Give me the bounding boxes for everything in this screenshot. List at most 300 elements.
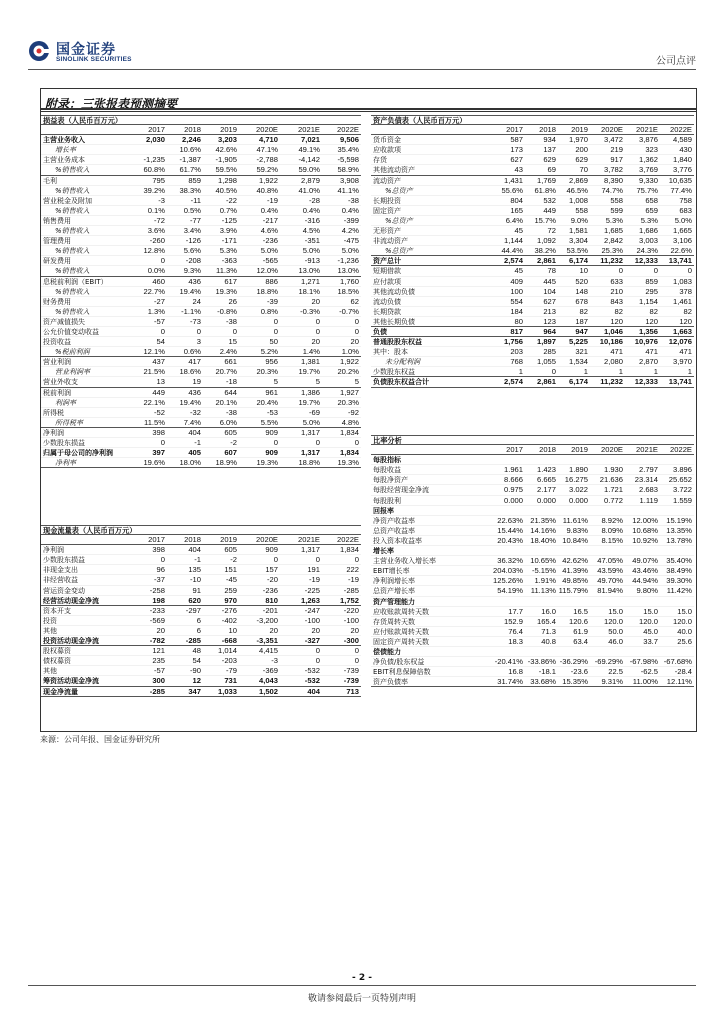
cell-value: 61.8% bbox=[534, 185, 556, 195]
cell-value: 47.05% bbox=[597, 556, 623, 566]
cell-value: 2,879 bbox=[300, 175, 320, 185]
logo-english-name: SINOLINK SECURITIES bbox=[56, 56, 132, 63]
table-row bbox=[41, 575, 361, 585]
row-label: 所得税率 bbox=[55, 418, 83, 427]
cell-value: 61.9 bbox=[573, 626, 588, 636]
cell-value: 203 bbox=[510, 347, 523, 357]
row-label: 主营业务收入增长率 bbox=[373, 557, 436, 566]
year-label: 2020E bbox=[601, 125, 623, 135]
cell-value: -69 bbox=[309, 407, 320, 417]
row-label: 净利率 bbox=[55, 459, 76, 468]
row-label: 资产负债率 bbox=[373, 678, 408, 687]
cell-value: 0 bbox=[160, 326, 165, 336]
cell-value: 20.7% bbox=[215, 367, 237, 377]
cell-value: 9.31% bbox=[601, 677, 623, 687]
row-label: 现金净流量 bbox=[43, 687, 78, 696]
cell-value: -53 bbox=[267, 407, 278, 417]
row-label: 流动负债 bbox=[373, 297, 401, 306]
cell-value: -300 bbox=[343, 636, 359, 646]
cell-value: 19.3% bbox=[337, 458, 359, 468]
cell-value: -28 bbox=[309, 195, 320, 205]
cell-value: 5.0% bbox=[341, 246, 359, 256]
cell-value: 417 bbox=[188, 357, 201, 367]
cell-value: 1,760 bbox=[339, 276, 359, 286]
cell-value: 1,834 bbox=[339, 448, 359, 458]
cell-value: -100 bbox=[343, 615, 359, 625]
cell-value: 25.3% bbox=[601, 246, 623, 256]
cell-value: 5 bbox=[273, 377, 278, 387]
page-number: - 2 - bbox=[352, 973, 372, 983]
cell-value: 0.4% bbox=[260, 205, 278, 215]
cell-value: 1,317 bbox=[300, 448, 320, 458]
cell-value: 8.666 bbox=[503, 475, 523, 485]
cell-value: 104 bbox=[543, 286, 556, 296]
cell-value: 58.9% bbox=[337, 165, 359, 175]
cell-value: 3,776 bbox=[672, 165, 692, 175]
row-label: 研发费用 bbox=[43, 257, 71, 266]
table-row bbox=[41, 408, 361, 418]
cell-value: 49.70% bbox=[597, 576, 623, 586]
row-label: 投入资本收益率 bbox=[373, 536, 422, 545]
panel-title: 附录：三张报表预测摘要 bbox=[45, 97, 178, 111]
cell-value: 0 bbox=[551, 367, 556, 377]
row-label: 增长率 bbox=[373, 547, 394, 556]
cell-value: 1,298 bbox=[217, 175, 237, 185]
cell-value: 1,756 bbox=[503, 337, 523, 347]
cell-value: 1.0% bbox=[341, 347, 359, 357]
income-statement-table bbox=[41, 115, 361, 468]
cell-value: 72 bbox=[547, 226, 556, 236]
row-label: 息税前利润（EBIT） bbox=[43, 277, 108, 286]
row-label: 每股收益 bbox=[373, 466, 401, 475]
title-divider-thin bbox=[41, 111, 696, 112]
cell-value: 1,665 bbox=[672, 226, 692, 236]
row-label: 营业利润率 bbox=[55, 368, 90, 377]
cell-value: -220 bbox=[343, 605, 359, 615]
row-label: 每股指标 bbox=[373, 456, 401, 465]
cell-value: 135 bbox=[188, 565, 201, 575]
row-label: 其他 bbox=[43, 626, 57, 635]
cell-value: -285 bbox=[149, 686, 165, 696]
cell-value: 11.00% bbox=[632, 677, 658, 687]
year-label: 2017 bbox=[148, 125, 165, 135]
cell-value: 48 bbox=[192, 646, 201, 656]
cell-value: 11.61% bbox=[562, 515, 588, 525]
cell-value: 46.0 bbox=[608, 636, 623, 646]
cell-value: 3.6% bbox=[147, 226, 165, 236]
cell-value: 4.5% bbox=[302, 226, 320, 236]
row-label: 无形资产 bbox=[373, 227, 401, 236]
cell-value: 12.0% bbox=[256, 266, 278, 276]
cell-value: 1,356 bbox=[638, 326, 658, 336]
cell-value: 3,970 bbox=[672, 357, 692, 367]
cell-value: -236 bbox=[262, 585, 278, 595]
cell-value: 0 bbox=[354, 555, 359, 565]
cell-value: 13.78% bbox=[666, 535, 692, 545]
cell-value: -327 bbox=[304, 636, 320, 646]
cell-value: 295 bbox=[645, 286, 658, 296]
cell-value: 0 bbox=[315, 656, 320, 666]
cell-value: -33.86% bbox=[527, 657, 556, 667]
row-label: 筹资活动现金净流 bbox=[43, 677, 99, 686]
cell-value: 6.4% bbox=[505, 215, 523, 225]
cell-value: 22.63% bbox=[497, 515, 523, 525]
cell-value: 1,046 bbox=[603, 326, 623, 336]
cell-value: 599 bbox=[610, 205, 623, 215]
cell-value: 24.3% bbox=[636, 246, 658, 256]
cell-value: 956 bbox=[265, 357, 278, 367]
cell-value: 49.85% bbox=[562, 576, 588, 586]
cell-value: 12.8% bbox=[143, 246, 165, 256]
cell-value: 9.80% bbox=[636, 586, 658, 596]
table-row bbox=[41, 327, 361, 337]
year-label: 2018 bbox=[184, 535, 201, 545]
cell-value: 285 bbox=[543, 347, 556, 357]
cell-value: 191 bbox=[307, 565, 320, 575]
cell-value: 398 bbox=[152, 545, 165, 555]
row-label: 投资 bbox=[43, 616, 57, 625]
cell-value: -2 bbox=[230, 555, 237, 565]
cell-value: 19.7% bbox=[298, 397, 320, 407]
disclaimer-note: 敬请参阅最后一页特别声明 bbox=[307, 994, 416, 1004]
cell-value: -27 bbox=[154, 296, 165, 306]
forecast-appendix-panel bbox=[40, 88, 697, 732]
table-row bbox=[371, 607, 694, 617]
section-title: 现金流量表（人民币百万元） bbox=[43, 526, 137, 535]
cell-value: -782 bbox=[149, 636, 165, 646]
cell-value: 947 bbox=[575, 326, 588, 336]
cell-value: 1,502 bbox=[258, 686, 278, 696]
row-label: 少数股东损益 bbox=[43, 556, 85, 565]
row-label: 净资产收益率 bbox=[373, 516, 415, 525]
cell-value: 964 bbox=[543, 326, 556, 336]
cell-value: 409 bbox=[510, 276, 523, 286]
cell-value: -18.1 bbox=[538, 667, 556, 677]
cell-value: 19.3% bbox=[215, 286, 237, 296]
table-row bbox=[41, 186, 361, 196]
table-row bbox=[371, 455, 694, 465]
cell-value: 20.3% bbox=[337, 397, 359, 407]
row-label: 短期借款 bbox=[373, 267, 401, 276]
cell-value: 1,970 bbox=[568, 135, 588, 145]
cell-value: 5.6% bbox=[183, 246, 201, 256]
cell-value: 1,581 bbox=[568, 226, 588, 236]
cell-value: 13.0% bbox=[337, 266, 359, 276]
cell-value: 1.3% bbox=[147, 306, 165, 316]
row-label: 净利润 bbox=[43, 428, 64, 437]
cell-value: 20.4% bbox=[256, 397, 278, 407]
row-label: 存货 bbox=[373, 156, 387, 165]
table-row bbox=[41, 388, 361, 398]
cell-value: -233 bbox=[149, 605, 165, 615]
cell-value: 17.7 bbox=[508, 606, 523, 616]
row-label: 总资产收益率 bbox=[373, 526, 415, 535]
cell-value: 2,869 bbox=[568, 175, 588, 185]
cell-value: -67.98% bbox=[629, 657, 658, 667]
row-label: EBIT增长率 bbox=[373, 567, 410, 576]
cell-value: 10.65% bbox=[530, 556, 556, 566]
row-label: 股权募资 bbox=[43, 647, 71, 656]
table-row bbox=[41, 357, 361, 367]
year-label: 2022E bbox=[337, 535, 359, 545]
cell-value: 54 bbox=[156, 337, 165, 347]
cell-value: 18.9% bbox=[215, 458, 237, 468]
cell-value: 0.000 bbox=[568, 495, 588, 505]
row-label: 固定资产 bbox=[373, 206, 401, 215]
cell-value: 120.0 bbox=[638, 616, 658, 626]
cell-value: 5.0% bbox=[260, 246, 278, 256]
cell-value: 12.1% bbox=[143, 347, 165, 357]
cell-value: 63.4 bbox=[573, 636, 588, 646]
section-title: 资产负债表（人民币百万元） bbox=[373, 116, 467, 125]
section-title: 损益表（人民币百万元） bbox=[43, 116, 123, 125]
cell-value: 1,840 bbox=[672, 155, 692, 165]
year-label: 2021E bbox=[636, 445, 658, 455]
cell-value: 554 bbox=[510, 296, 523, 306]
cell-value: 18.6% bbox=[179, 367, 201, 377]
row-label: 主营业务成本 bbox=[43, 156, 85, 165]
cell-value: 0 bbox=[315, 646, 320, 656]
cell-value: 795 bbox=[152, 175, 165, 185]
table-row bbox=[371, 576, 694, 586]
cell-value: 60.8% bbox=[143, 165, 165, 175]
cell-value: 1,154 bbox=[638, 296, 658, 306]
cell-value: 1.91% bbox=[534, 576, 556, 586]
cell-value: 43.46% bbox=[632, 566, 658, 576]
cell-value: 78 bbox=[547, 266, 556, 276]
row-label: 投资活动现金净流 bbox=[43, 637, 99, 646]
row-label: 少数股东损益 bbox=[43, 439, 85, 447]
table-row bbox=[371, 546, 694, 556]
cell-value: 210 bbox=[610, 286, 623, 296]
cell-value: 0.7% bbox=[219, 205, 237, 215]
cell-value: 0 bbox=[160, 256, 165, 266]
row-label: %税前利润 bbox=[55, 348, 90, 357]
cell-value: 70 bbox=[579, 165, 588, 175]
table-row bbox=[41, 646, 361, 656]
cell-value: -532 bbox=[304, 666, 320, 676]
cell-value: 15.7% bbox=[534, 215, 556, 225]
cell-value: 5.0% bbox=[674, 215, 692, 225]
row-label: 回报率 bbox=[373, 506, 394, 515]
cell-value: 471 bbox=[679, 347, 692, 357]
cell-value: 4,415 bbox=[258, 646, 278, 656]
cell-value: -32 bbox=[190, 407, 201, 417]
cell-value: -913 bbox=[304, 256, 320, 266]
table-row bbox=[41, 596, 361, 606]
cell-value: 0 bbox=[354, 646, 359, 656]
cell-value: 0 bbox=[273, 326, 278, 336]
cell-value: 200 bbox=[575, 145, 588, 155]
table-row bbox=[41, 206, 361, 216]
table-row bbox=[371, 347, 694, 357]
table-row bbox=[371, 246, 694, 256]
cell-value: 1.119 bbox=[639, 495, 658, 505]
row-label: 应付账款周转天数 bbox=[373, 627, 429, 636]
cell-value: 10.68% bbox=[632, 525, 658, 535]
table-row bbox=[371, 277, 694, 287]
source-note: 来源：公司年报、国金证券研究所 bbox=[40, 735, 160, 744]
cell-value: 82 bbox=[614, 306, 623, 316]
cell-value: 157 bbox=[265, 565, 278, 575]
row-label: 其他长期负债 bbox=[373, 317, 415, 326]
cell-value: 620 bbox=[188, 595, 201, 605]
cell-value: 1,922 bbox=[258, 175, 278, 185]
section-header bbox=[41, 525, 361, 535]
cell-value: 82 bbox=[579, 306, 588, 316]
year-label: 2022E bbox=[337, 125, 359, 135]
cell-value: 82 bbox=[683, 306, 692, 316]
cell-value: 713 bbox=[346, 686, 359, 696]
table-row bbox=[371, 236, 694, 246]
cell-value: 187 bbox=[575, 316, 588, 326]
row-label: 流动资产 bbox=[373, 176, 401, 185]
cell-value: 934 bbox=[543, 135, 556, 145]
table-row bbox=[41, 606, 361, 616]
cell-value: 683 bbox=[679, 205, 692, 215]
year-label: 2022E bbox=[670, 445, 692, 455]
table-row bbox=[371, 297, 694, 307]
cell-value: 10.92% bbox=[632, 535, 658, 545]
cell-value: 7.4% bbox=[183, 417, 201, 427]
cell-value: 14.16% bbox=[530, 525, 556, 535]
balance-sheet-table bbox=[371, 115, 694, 388]
row-label: 负债股东权益合计 bbox=[373, 378, 429, 387]
cell-value: 9.0% bbox=[570, 215, 588, 225]
cell-value: 0.1% bbox=[147, 205, 165, 215]
cell-value: -285 bbox=[343, 585, 359, 595]
cell-value: 61.7% bbox=[179, 165, 201, 175]
cell-value: 13 bbox=[156, 377, 165, 387]
row-label: 税前利润 bbox=[43, 388, 71, 397]
cell-value: 2.177 bbox=[536, 485, 556, 495]
cell-value: 2,861 bbox=[536, 256, 556, 266]
row-label: %销售收入 bbox=[55, 307, 90, 316]
cell-value: -90 bbox=[190, 666, 201, 676]
cell-value: 0 bbox=[315, 438, 320, 447]
cell-value: 3 bbox=[196, 337, 201, 347]
cell-value: 6,174 bbox=[568, 377, 588, 387]
table-row bbox=[41, 555, 361, 565]
cell-value: 2,861 bbox=[536, 377, 556, 387]
cell-value: 1,686 bbox=[638, 226, 658, 236]
cell-value: 15.35% bbox=[562, 677, 588, 687]
cell-value: 120.6 bbox=[568, 616, 588, 626]
cell-value: 123 bbox=[543, 316, 556, 326]
row-label: 总资产增长率 bbox=[373, 587, 415, 596]
cell-value: 8.92% bbox=[601, 515, 623, 525]
cell-value: 1,685 bbox=[603, 226, 623, 236]
cell-value: 0 bbox=[687, 266, 692, 276]
cell-value: 5.5% bbox=[260, 417, 278, 427]
cell-value: 19.4% bbox=[179, 286, 201, 296]
table-row bbox=[371, 216, 694, 226]
row-label: 长期贷款 bbox=[373, 307, 401, 316]
cell-value: -569 bbox=[149, 615, 165, 625]
cell-value: -36.29% bbox=[559, 657, 588, 667]
row-label: 偿债能力 bbox=[373, 647, 401, 656]
cell-value: 173 bbox=[510, 145, 523, 155]
cell-value: 1.721 bbox=[603, 485, 623, 495]
cell-value: 42.62% bbox=[562, 556, 588, 566]
year-label: 2018 bbox=[539, 445, 556, 455]
cell-value: 0.5% bbox=[183, 205, 201, 215]
cell-value: -22 bbox=[226, 195, 237, 205]
cell-value: 1,386 bbox=[300, 387, 320, 397]
cell-value: 13,741 bbox=[668, 377, 692, 387]
cell-value: 120 bbox=[645, 316, 658, 326]
cell-value: -0.3% bbox=[300, 306, 320, 316]
cell-value: 1.423 bbox=[536, 465, 556, 475]
cell-value: 1,461 bbox=[672, 296, 692, 306]
cell-value: 1.930 bbox=[603, 465, 623, 475]
cell-value: -1,235 bbox=[143, 155, 165, 165]
cell-value: -201 bbox=[262, 605, 278, 615]
cell-value: 397 bbox=[152, 448, 165, 458]
cell-value: 1,769 bbox=[536, 175, 556, 185]
cell-value: 76.4 bbox=[508, 626, 523, 636]
cell-value: 2,870 bbox=[638, 357, 658, 367]
year-header-row bbox=[371, 445, 694, 455]
cell-value: 47.1% bbox=[256, 145, 278, 155]
year-header-row bbox=[41, 125, 361, 135]
cell-value: 45 bbox=[514, 266, 523, 276]
cell-value: 2,574 bbox=[503, 377, 523, 387]
table-row bbox=[371, 145, 694, 155]
table-row bbox=[41, 656, 361, 666]
cell-value: -0.7% bbox=[339, 306, 359, 316]
cell-value: 3,769 bbox=[638, 165, 658, 175]
header-divider bbox=[28, 69, 696, 70]
cell-value: 120.0 bbox=[603, 616, 623, 626]
table-row bbox=[371, 516, 694, 526]
table-row bbox=[371, 176, 694, 186]
row-label: 负债 bbox=[373, 327, 387, 336]
cell-value: 1.559 bbox=[672, 495, 692, 505]
table-row bbox=[41, 565, 361, 575]
cell-value: 31.74% bbox=[497, 677, 523, 687]
cell-value: 75.7% bbox=[636, 185, 658, 195]
cell-value: 41.39% bbox=[562, 566, 588, 576]
year-header-row bbox=[41, 535, 361, 545]
sinolink-logo-icon bbox=[28, 40, 50, 62]
cell-value: -2,788 bbox=[256, 155, 278, 165]
row-label: 长期投资 bbox=[373, 196, 401, 205]
cell-value: -23.6 bbox=[570, 667, 588, 677]
table-row bbox=[41, 297, 361, 307]
row-label: 应收账款周转天数 bbox=[373, 607, 429, 616]
cell-value: 120 bbox=[679, 316, 692, 326]
table-row bbox=[41, 367, 361, 377]
cell-value: 1,927 bbox=[339, 387, 359, 397]
cell-value: -565 bbox=[262, 256, 278, 266]
cell-value: 38.2% bbox=[534, 246, 556, 256]
table-row bbox=[41, 626, 361, 636]
cell-value: 5.3% bbox=[219, 246, 237, 256]
cell-value: 12,076 bbox=[668, 337, 692, 347]
table-row bbox=[41, 398, 361, 408]
cell-value: 18.5% bbox=[337, 286, 359, 296]
year-label: 2020E bbox=[256, 125, 278, 135]
cell-value: 1,663 bbox=[672, 326, 692, 336]
table-row bbox=[371, 317, 694, 327]
table-row bbox=[41, 236, 361, 246]
cell-value: 661 bbox=[224, 357, 237, 367]
cell-value: 627 bbox=[543, 296, 556, 306]
cell-value: 6 bbox=[196, 625, 201, 635]
cell-value: 1,897 bbox=[536, 337, 556, 347]
cell-value: 19.7% bbox=[298, 367, 320, 377]
